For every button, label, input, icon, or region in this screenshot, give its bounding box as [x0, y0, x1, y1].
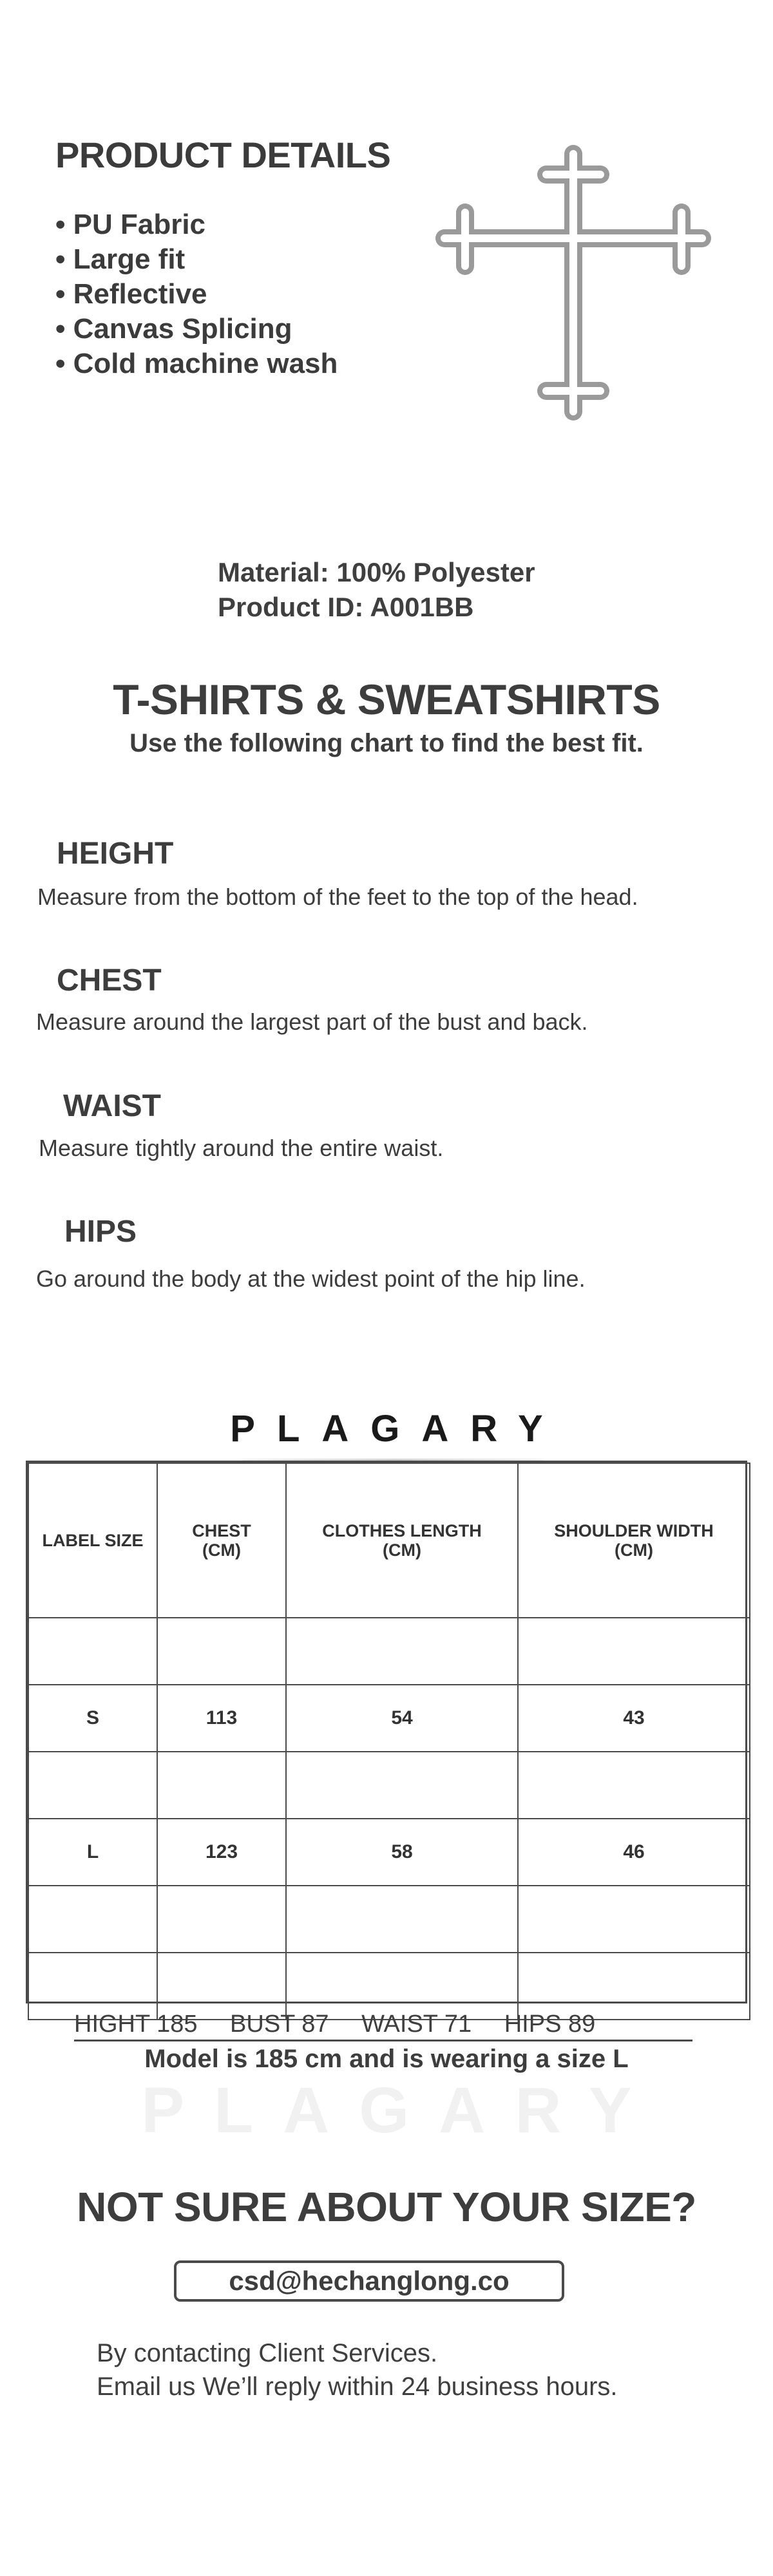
model-stat-bust: BUST 87 [230, 2011, 329, 2038]
model-stats [74, 2011, 692, 2041]
fit-guide-title: T-SHIRTS & SWEATSHIRTS [113, 676, 660, 723]
product-details-list [55, 207, 338, 381]
table-cell [286, 1953, 518, 2020]
table-cell: 123 [157, 1819, 286, 1886]
table-row [28, 1953, 750, 2020]
measure-heading-waist: WAIST [63, 1089, 161, 1123]
table-row [28, 1752, 750, 1819]
table-cell: 46 [518, 1819, 750, 1886]
email-link[interactable]: csd@hechanglong.co [174, 2260, 564, 2302]
size-table [28, 1463, 750, 2020]
table-cell [286, 1618, 518, 1685]
table-cell [518, 1618, 750, 1685]
model-stat-height: HIGHT 185 [74, 2011, 198, 2038]
table-header-row [28, 1463, 750, 1618]
column-header-label-size: LABEL SIZE [28, 1463, 157, 1618]
table-cell [286, 1752, 518, 1819]
column-header-shoulder-width: SHOULDER WIDTH (CM) [518, 1463, 750, 1618]
brand-watermark: PLAGARY [141, 2074, 662, 2146]
material-info [218, 555, 535, 625]
fit-guide-subtitle: Use the following chart to find the best fit. [129, 729, 644, 757]
column-header-clothes-length: CLOTHES LENGTH (CM) [286, 1463, 518, 1618]
list-item: • Large fit [55, 242, 338, 277]
table-cell [157, 1618, 286, 1685]
product-details-title: PRODUCT DETAILS [55, 135, 391, 175]
list-item: • Reflective [55, 277, 338, 312]
table-cell [518, 1886, 750, 1953]
list-item: • Cold machine wash [55, 346, 338, 381]
table-cell [28, 1953, 157, 2020]
measure-heading-chest: CHEST [57, 963, 162, 998]
measure-desc-height: Measure from the bottom of the feet to the top of the head. [37, 884, 638, 910]
list-item: • PU Fabric [55, 207, 338, 242]
table-row [28, 1685, 750, 1752]
table-cell [157, 1752, 286, 1819]
table-cell: 113 [157, 1685, 286, 1752]
table-cell: 43 [518, 1685, 750, 1752]
model-size-line: Model is 185 cm and is wearing a size L [144, 2045, 629, 2073]
contact-line-1: By contacting Client Services. [97, 2339, 438, 2367]
table-cell: 54 [286, 1685, 518, 1752]
column-header-chest: CHEST (CM) [157, 1463, 286, 1618]
measure-desc-waist: Measure tightly around the entire waist. [39, 1135, 444, 1161]
table-cell [28, 1618, 157, 1685]
size-chart [26, 1461, 747, 2003]
table-cell: S [28, 1685, 157, 1752]
table-cell [28, 1886, 157, 1953]
table-cell [157, 1886, 286, 1953]
table-cell [518, 1752, 750, 1819]
table-cell [157, 1953, 286, 2020]
table-cell [28, 1752, 157, 1819]
cross-icon [432, 138, 715, 428]
model-stat-waist: WAIST 71 [361, 2011, 472, 2038]
contact-line-2: Email us We’ll reply within 24 business hours. [97, 2372, 618, 2401]
list-item: • Canvas Splicing [55, 312, 338, 346]
table-row [28, 1886, 750, 1953]
measure-desc-hips: Go around the body at the widest point of the hip line. [36, 1265, 586, 1292]
model-stat-hips: HIPS 89 [504, 2011, 596, 2038]
material-line: Material: 100% Polyester [218, 557, 535, 587]
product-id-line: Product ID: A001BB [218, 592, 474, 622]
brand-logo: PLAGARY [230, 1408, 565, 1450]
table-row [28, 1819, 750, 1886]
measure-heading-hips: HIPS [64, 1215, 137, 1249]
table-cell [518, 1953, 750, 2020]
measure-desc-chest: Measure around the largest part of the bust and back. [36, 1009, 588, 1035]
table-cell [286, 1886, 518, 1953]
table-row [28, 1618, 750, 1685]
table-cell: 58 [286, 1819, 518, 1886]
size-help-title: NOT SURE ABOUT YOUR SIZE? [77, 2184, 696, 2230]
table-cell: L [28, 1819, 157, 1886]
measure-heading-height: HEIGHT [57, 837, 174, 871]
